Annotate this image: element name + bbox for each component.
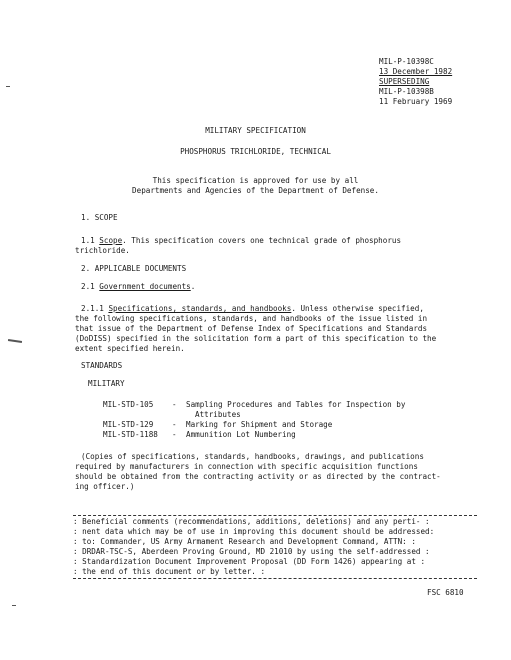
- section-2-1-1-line-3: that issue of the Department of Defense Index of Specifications and Standards: [75, 324, 428, 333]
- standard-code: MIL-STD-105: [103, 400, 154, 409]
- margin-mark: [8, 339, 22, 343]
- standard-code: MIL-STD-129: [103, 420, 154, 429]
- approval-line-1: This specification is approved for use by all: [152, 176, 359, 185]
- superseded-doc: MIL-P-10398B: [379, 87, 434, 96]
- section-2-1-1-line-2: the following specifications, standards, and handbooks of the issue listed in: [75, 314, 428, 323]
- approval-line-2: Departments and Agencies of the Department of Defense.: [132, 186, 379, 195]
- section-1-1: [81, 236, 401, 246]
- copies-note-line-2: required by manufacturers in connection with specific acquisition functions: [75, 462, 418, 471]
- comment-box-line-6: : the end of this document or by letter. :: [73, 567, 266, 576]
- superseded-date: 11 February 1969: [379, 97, 453, 106]
- section-2-1-1-line-1: [81, 304, 424, 314]
- comment-box-line-2: : nent data which may be of use in improving this document should be addressed:: [73, 527, 435, 536]
- section-2-1-1-text-1: . Unless otherwise specified,: [291, 304, 424, 313]
- section-2-1-period: .: [190, 282, 196, 291]
- section-2-1-1-title: Specifications, standards, and handbooks: [108, 304, 292, 313]
- copies-note-line-4: ing officer.): [75, 482, 135, 491]
- section-1-1-number: 1.1: [81, 236, 95, 245]
- military-subheading: MILITARY: [88, 379, 125, 388]
- standard-desc: Ammunition Lot Numbering: [186, 430, 296, 439]
- section-1-1-text-cont: trichloride.: [75, 246, 130, 255]
- comment-box: [73, 517, 477, 576]
- section-2-heading: 2. APPLICABLE DOCUMENTS: [81, 264, 187, 273]
- section-2-1-title: Government documents: [99, 282, 191, 291]
- copies-note-line-1: (Copies of specifications, standards, handbooks, drawings, and publications: [81, 452, 424, 461]
- standard-dash: -: [172, 400, 177, 409]
- title-line-1: MILITARY SPECIFICATION: [205, 126, 306, 135]
- comment-box-top-border: [73, 515, 477, 516]
- comment-box-line-5: : Standardization Document Improvement Proposal (DD Form 1426) appearing at :: [73, 557, 426, 566]
- standard-dash: -: [172, 430, 177, 439]
- doc-date: 13 December 1982: [379, 67, 453, 76]
- section-1-1-text: . This specification covers one technical grade of phosphorus: [122, 236, 402, 245]
- section-2-1-1-line-4: (DoDISS) specified in the solicitation form a part of this specification to the: [75, 334, 437, 343]
- title-line-2: PHOSPHORUS TRICHLORIDE, TECHNICAL: [180, 147, 331, 156]
- standard-desc-cont: Attributes: [195, 410, 241, 419]
- section-2-1: [81, 282, 195, 292]
- standard-code: MIL-STD-1188: [103, 430, 158, 439]
- standard-desc: Sampling Procedures and Tables for Inspection by: [186, 400, 406, 409]
- copies-note-line-3: should be obtained from the contracting activity or as directed by the contract-: [75, 472, 441, 481]
- section-1-heading: 1. SCOPE: [81, 213, 118, 222]
- comment-box-line-3: : to: Commander, US Army Armament Research and Development Command, ATTN: :: [73, 537, 416, 546]
- section-2-1-1-line-5: extent specified herein.: [75, 344, 185, 353]
- doc-number: MIL-P-10398C: [379, 57, 434, 66]
- margin-mark: [6, 86, 10, 87]
- standards-heading: STANDARDS: [81, 361, 123, 370]
- comment-box-line-1: : Beneficial comments (recommendations, additions, deletions) and any perti- :: [73, 517, 430, 526]
- section-2-1-1-number: 2.1.1: [81, 304, 104, 313]
- section-1-1-title: Scope: [99, 236, 123, 245]
- comment-box-bottom-border: [73, 578, 477, 579]
- section-2-1-number: 2.1: [81, 282, 95, 291]
- comment-box-line-4: : DRDAR-TSC-S, Aberdeen Proving Ground, MD 21010 by using the self-addressed :: [73, 547, 430, 556]
- fsc-code: FSC 6810: [427, 588, 464, 597]
- standard-dash: -: [172, 420, 177, 429]
- standard-desc: Marking for Shipment and Storage: [186, 420, 333, 429]
- superseding-label: SUPERSEDING: [379, 77, 430, 86]
- margin-mark: [12, 605, 16, 606]
